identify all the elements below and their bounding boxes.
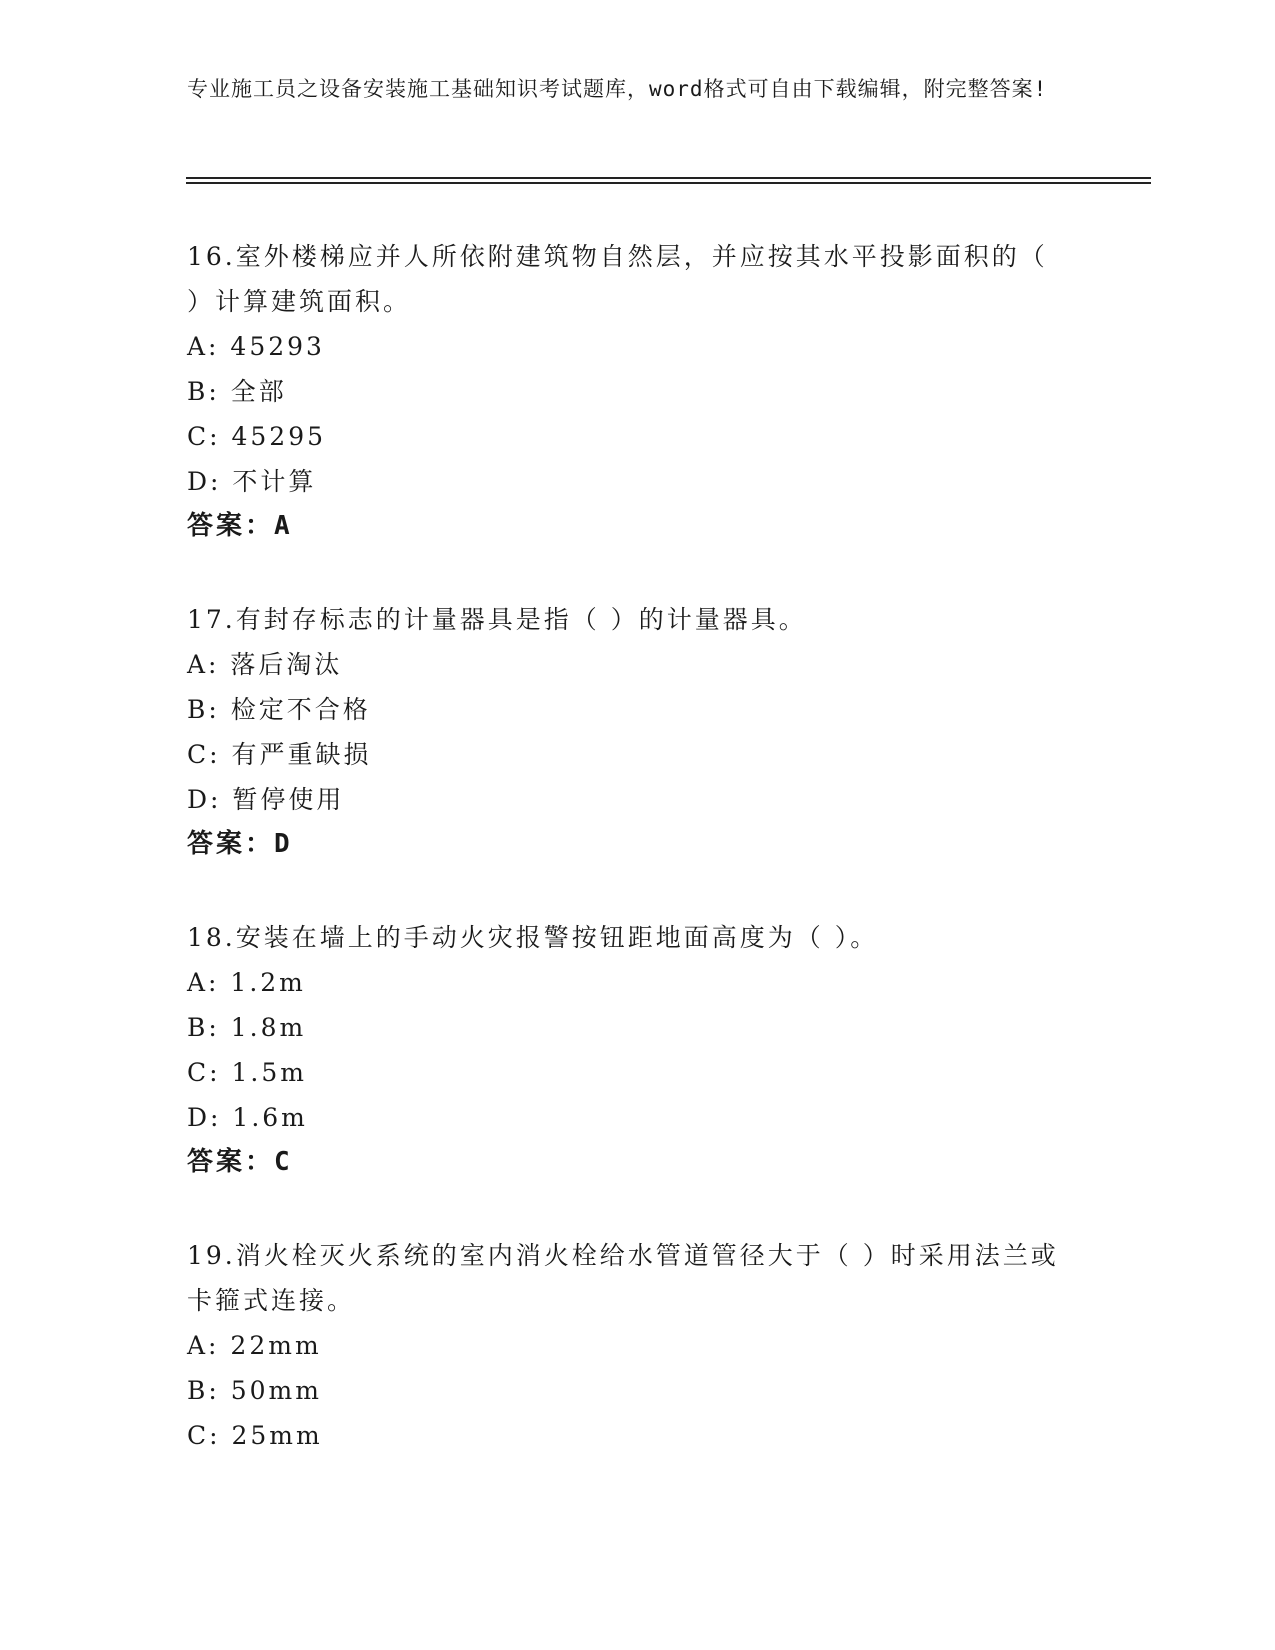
option-c: C: 45295 <box>187 422 327 451</box>
question-16 <box>187 234 1067 549</box>
option-b: B: 50mm <box>187 1376 322 1405</box>
question-18 <box>187 915 1067 1185</box>
question-19 <box>187 1233 1067 1458</box>
header-title: 专业施工员之设备安装施工基础知识考试题库，word格式可自由下载编辑，附完整答案! <box>187 77 1048 101</box>
answer-label: 答案：A <box>187 511 293 541</box>
option-a: A: 1.2m <box>187 968 306 997</box>
option-d: D: 1.6m <box>187 1103 308 1132</box>
header-divider-top <box>186 177 1151 179</box>
question-text: 19.消火栓灭火系统的室内消火栓给水管道管径大于（ ）时采用法兰或卡箍式连接。 <box>187 1241 1059 1315</box>
question-text: 17.有封存标志的计量器具是指（ ）的计量器具。 <box>187 605 807 634</box>
option-b: B: 全部 <box>187 377 287 406</box>
answer-label: 答案：D <box>187 829 293 859</box>
option-c: C: 有严重缺损 <box>187 740 372 769</box>
question-text: 16.室外楼梯应并人所依附建筑物自然层，并应按其水平投影面积的（ ）计算建筑面积。 <box>187 242 1048 316</box>
option-b: B: 检定不合格 <box>187 695 371 724</box>
header-divider-bottom <box>186 182 1151 184</box>
option-c: C: 25mm <box>187 1421 323 1450</box>
question-17 <box>187 597 1067 867</box>
option-c: C: 1.5m <box>187 1058 307 1087</box>
option-b: B: 1.8m <box>187 1013 307 1042</box>
option-a: A: 落后淘汰 <box>187 650 343 679</box>
question-text: 18.安装在墙上的手动火灾报警按钮距地面高度为（ ）。 <box>187 923 879 952</box>
option-a: A: 22mm <box>187 1331 322 1360</box>
answer-label: 答案：C <box>187 1147 293 1177</box>
option-a: A: 45293 <box>187 332 325 361</box>
document-header <box>187 74 1067 105</box>
option-d: D: 不计算 <box>187 467 317 496</box>
option-d: D: 暂停使用 <box>187 785 345 814</box>
